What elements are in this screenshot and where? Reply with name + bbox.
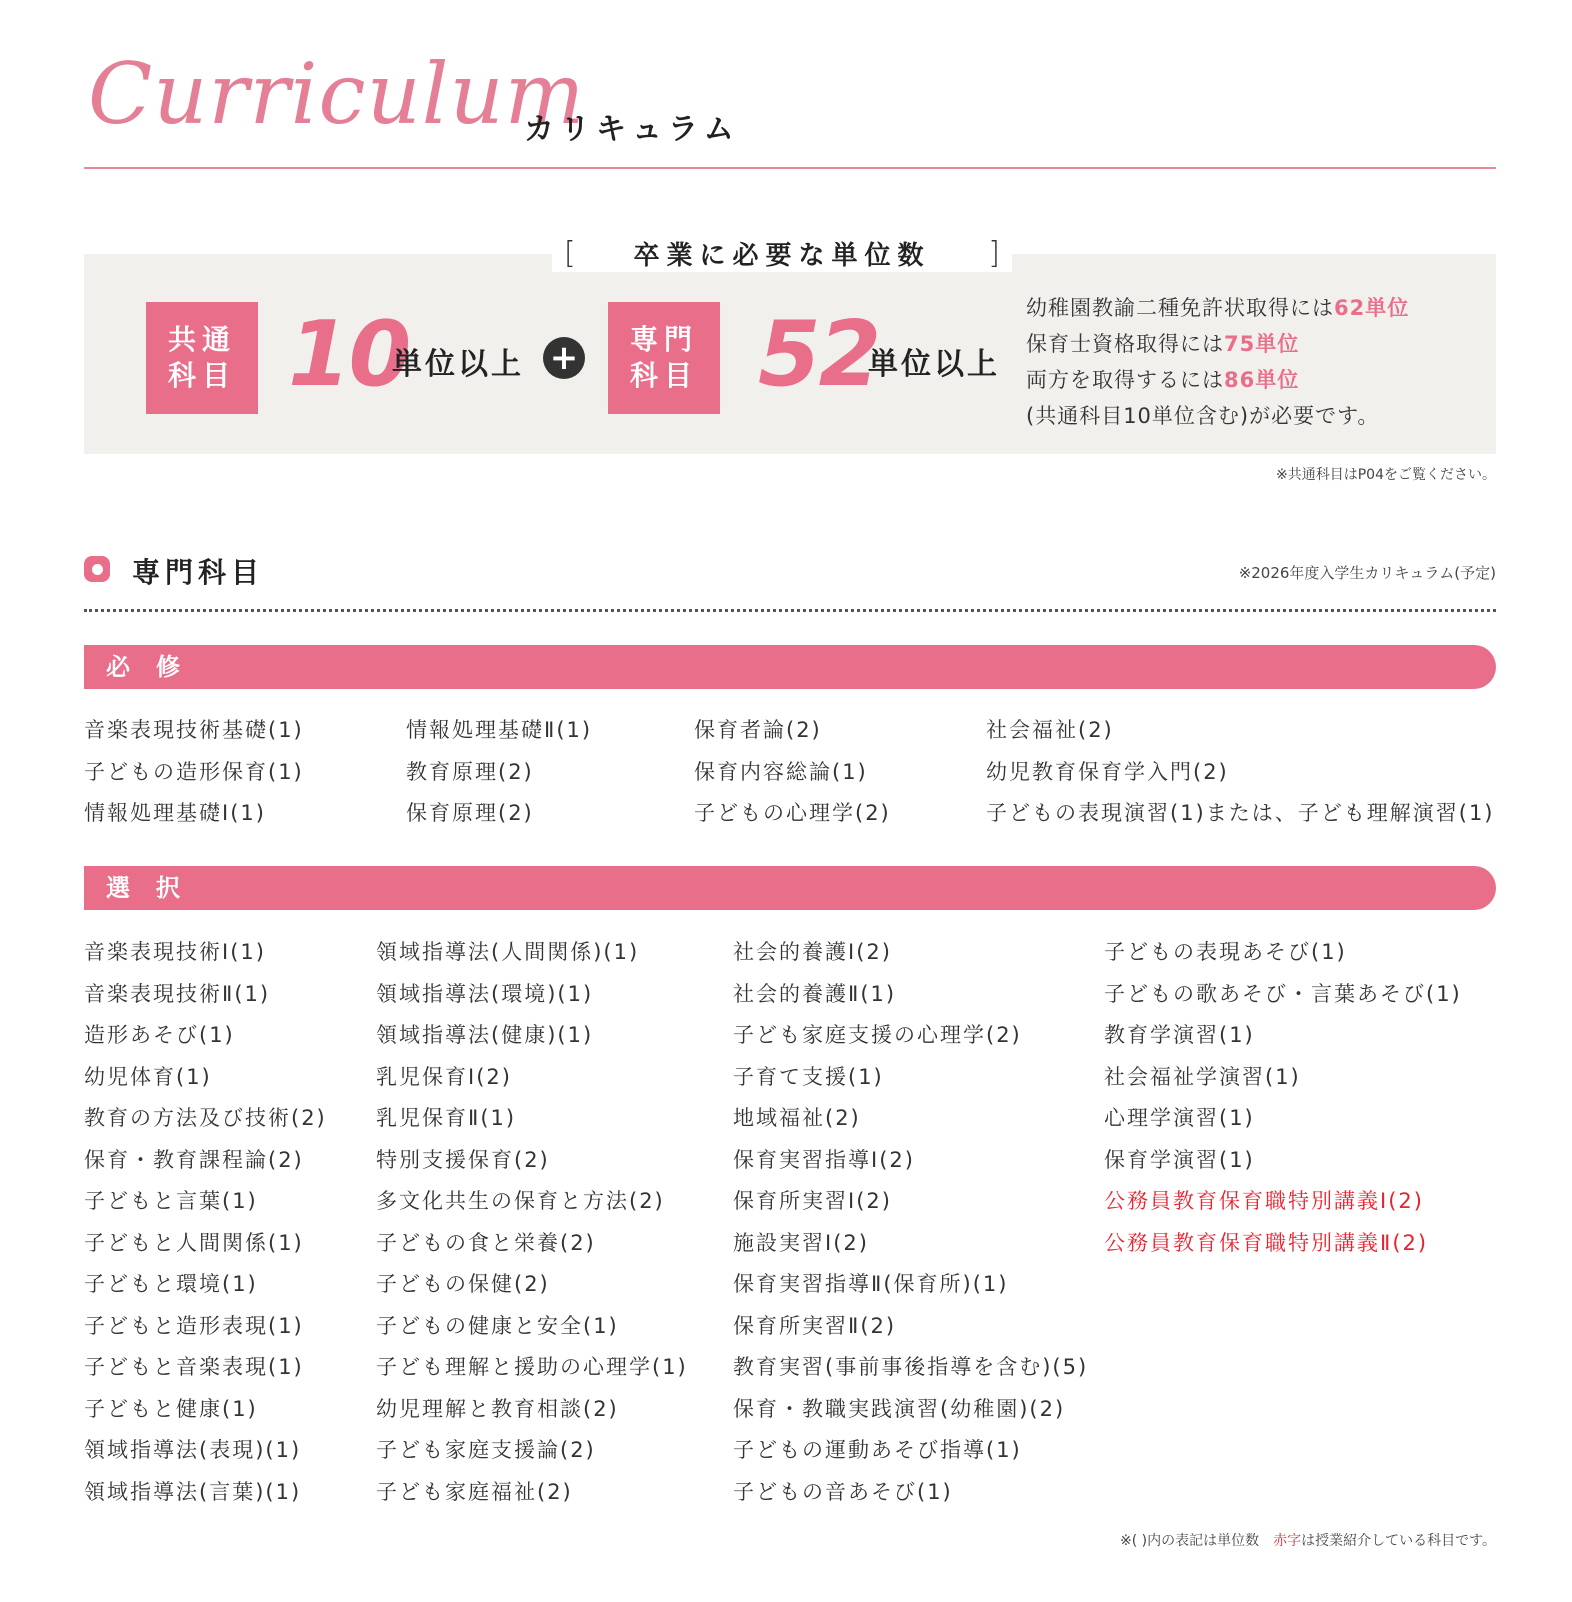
course-item: 子どもの保健(2) (376, 1272, 550, 1296)
course-item: 子どもの食と栄養(2) (376, 1230, 596, 1255)
special-label-line2: 科目 (629, 359, 698, 392)
course-item: 情報処理基礎Ⅰ(1) (84, 801, 266, 825)
course-item: 社会的養護Ⅰ(2) (733, 940, 892, 964)
section-title: 専門科目 (132, 556, 265, 589)
course-item: 保育所実習Ⅰ(2) (733, 1189, 892, 1213)
special-credits-unit: 単位以上 (868, 347, 1000, 382)
credits-heading: 卒業に必要な単位数 (633, 240, 931, 271)
title-script: Curriculum (88, 45, 586, 143)
course-item: 造形あそび(1) (84, 1023, 235, 1047)
common-credits-unit: 単位以上 (392, 347, 524, 382)
course-item: 子ども家庭支援論(2) (376, 1438, 596, 1462)
dotted-divider (84, 609, 1496, 612)
course-item: 保育実習指導Ⅱ(保育所)(1) (733, 1272, 1009, 1296)
course-item: 子どもの運動あそび指導(1) (733, 1438, 1022, 1462)
course-item: 保育・教職実践演習(幼稚園)(2) (733, 1396, 1066, 1421)
note-value-both: 86単位 (1224, 368, 1300, 392)
course-item: 地域福祉(2) (733, 1106, 861, 1130)
course-item: 社会福祉(2) (986, 718, 1114, 742)
common-subjects-badge (146, 302, 258, 414)
course-item: 領域指導法(表現)(1) (84, 1438, 302, 1462)
course-item: 子ども家庭福祉(2) (376, 1479, 573, 1504)
course-item: 保育実習指導Ⅰ(2) (733, 1147, 915, 1172)
course-item: 子どもと音楽表現(1) (84, 1355, 304, 1379)
course-item: 子育て支援(1) (733, 1064, 884, 1089)
course-item: 心理学演習(1) (1104, 1106, 1255, 1130)
course-item: 社会福祉学演習(1) (1104, 1064, 1301, 1089)
course-item: 公務員教育保育職特別講義Ⅱ(2) (1104, 1230, 1429, 1255)
elective-column-3 (733, 932, 1088, 1513)
special-subjects-badge (608, 302, 720, 414)
course-item: 教育の方法及び技術(2) (84, 1106, 327, 1130)
note-line-4: (共通科目10単位含む)が必要です。 (1026, 404, 1380, 428)
plus-icon: + (543, 337, 585, 379)
course-item: 子どもと健康(1) (84, 1396, 258, 1421)
course-item: 施設実習Ⅰ(2) (733, 1230, 869, 1255)
required-column-4 (986, 710, 1495, 835)
course-item: 子ども理解と援助の心理学(1) (376, 1355, 688, 1379)
course-item: 子どもの表現演習(1)または、子ども理解演習(1) (986, 801, 1495, 825)
special-label-line1: 専門 (629, 323, 698, 356)
note-value-nursery: 75単位 (1224, 332, 1300, 356)
course-item: 領域指導法(言葉)(1) (84, 1479, 302, 1504)
course-item: 子どもと造形表現(1) (84, 1313, 304, 1338)
elective-category-bar: 選択 (84, 866, 1496, 910)
course-item: 子どもと人間関係(1) (84, 1230, 304, 1255)
course-item: 領域指導法(環境)(1) (376, 981, 594, 1006)
course-item: 子どもの造形保育(1) (84, 759, 304, 784)
course-item: 幼児理解と教育相談(2) (376, 1396, 619, 1421)
note-line-1: 幼稚園教諭二種免許状取得には62単位 (1026, 296, 1410, 320)
course-item: 教育原理(2) (406, 759, 534, 784)
note-value-kindergarten: 62単位 (1334, 296, 1410, 320)
course-item: 教育実習(事前事後指導を含む)(5) (733, 1355, 1089, 1379)
footer-note: ※( )内の表記は単位数 赤字は授業紹介している科目です。 (1120, 1533, 1496, 1549)
common-credits-number: 10 (288, 302, 410, 407)
course-item: 子ども家庭支援の心理学(2) (733, 1023, 1022, 1047)
course-item: 音楽表現技術Ⅰ(1) (84, 940, 266, 964)
course-item: 子どもの健康と安全(1) (376, 1313, 619, 1338)
course-item: 保育・教育課程論(2) (84, 1147, 304, 1172)
course-item: 子どもの表現あそび(1) (1104, 940, 1347, 964)
course-item: 子どもの歌あそび・言葉あそび(1) (1104, 981, 1462, 1006)
required-column-1 (84, 710, 304, 835)
course-item: 領域指導法(人間関係)(1) (376, 940, 640, 964)
required-column-2 (406, 710, 592, 835)
course-item: 乳児保育Ⅱ(1) (376, 1106, 517, 1130)
course-item: 情報処理基礎Ⅱ(1) (406, 718, 593, 742)
note-line-2: 保育士資格取得には75単位 (1026, 332, 1300, 356)
course-item: 公務員教育保育職特別講義Ⅰ(2) (1104, 1189, 1424, 1213)
common-label-line1: 共通 (167, 323, 236, 356)
course-item: 教育学演習(1) (1104, 1023, 1255, 1047)
credits-heading-group (552, 234, 1012, 272)
common-label-line2: 科目 (167, 359, 236, 392)
page-title: カリキュラム (524, 112, 740, 147)
course-item: 子どもの音あそび(1) (733, 1479, 953, 1504)
credits-footnote: ※共通科目はP04をご覧ください。 (1276, 467, 1496, 483)
course-item: 多文化共生の保育と方法(2) (376, 1189, 665, 1213)
elective-column-1 (84, 932, 327, 1513)
course-item: 子どもの心理学(2) (694, 801, 891, 825)
course-item: 音楽表現技術Ⅱ(1) (84, 981, 271, 1006)
course-item: 保育者論(2) (694, 718, 822, 742)
title-divider (84, 167, 1496, 169)
course-item: 領域指導法(健康)(1) (376, 1023, 594, 1047)
course-item: 保育原理(2) (406, 801, 534, 825)
footer-red-label: 赤字 (1273, 1533, 1302, 1549)
section-note: ※2026年度入学生カリキュラム(予定) (1238, 564, 1496, 582)
course-item: 保育内容総論(1) (694, 759, 868, 784)
course-item: 保育学演習(1) (1104, 1147, 1255, 1172)
section-bullet-icon (84, 556, 110, 582)
elective-column-4 (1104, 932, 1462, 1264)
bracket-open: [ (564, 235, 576, 271)
course-item: 幼児体育(1) (84, 1064, 212, 1089)
course-item: 特別支援保育(2) (376, 1147, 550, 1172)
course-item: 音楽表現技術基礎(1) (84, 718, 304, 742)
course-item: 乳児保育Ⅰ(2) (376, 1064, 512, 1089)
note-line-3: 両方を取得するには86単位 (1026, 368, 1300, 392)
elective-column-2 (376, 932, 688, 1513)
required-column-3 (694, 710, 891, 835)
special-credits-number: 52 (758, 302, 880, 407)
course-item: 社会的養護Ⅱ(1) (733, 981, 897, 1006)
course-item: 保育所実習Ⅱ(2) (733, 1313, 897, 1338)
required-category-bar: 必修 (84, 645, 1496, 689)
bracket-close: ] (988, 235, 1000, 271)
course-item: 子どもと言葉(1) (84, 1189, 258, 1213)
course-item: 子どもと環境(1) (84, 1272, 258, 1296)
course-item: 幼児教育保育学入門(2) (986, 759, 1229, 784)
credits-notes (1026, 290, 1409, 434)
